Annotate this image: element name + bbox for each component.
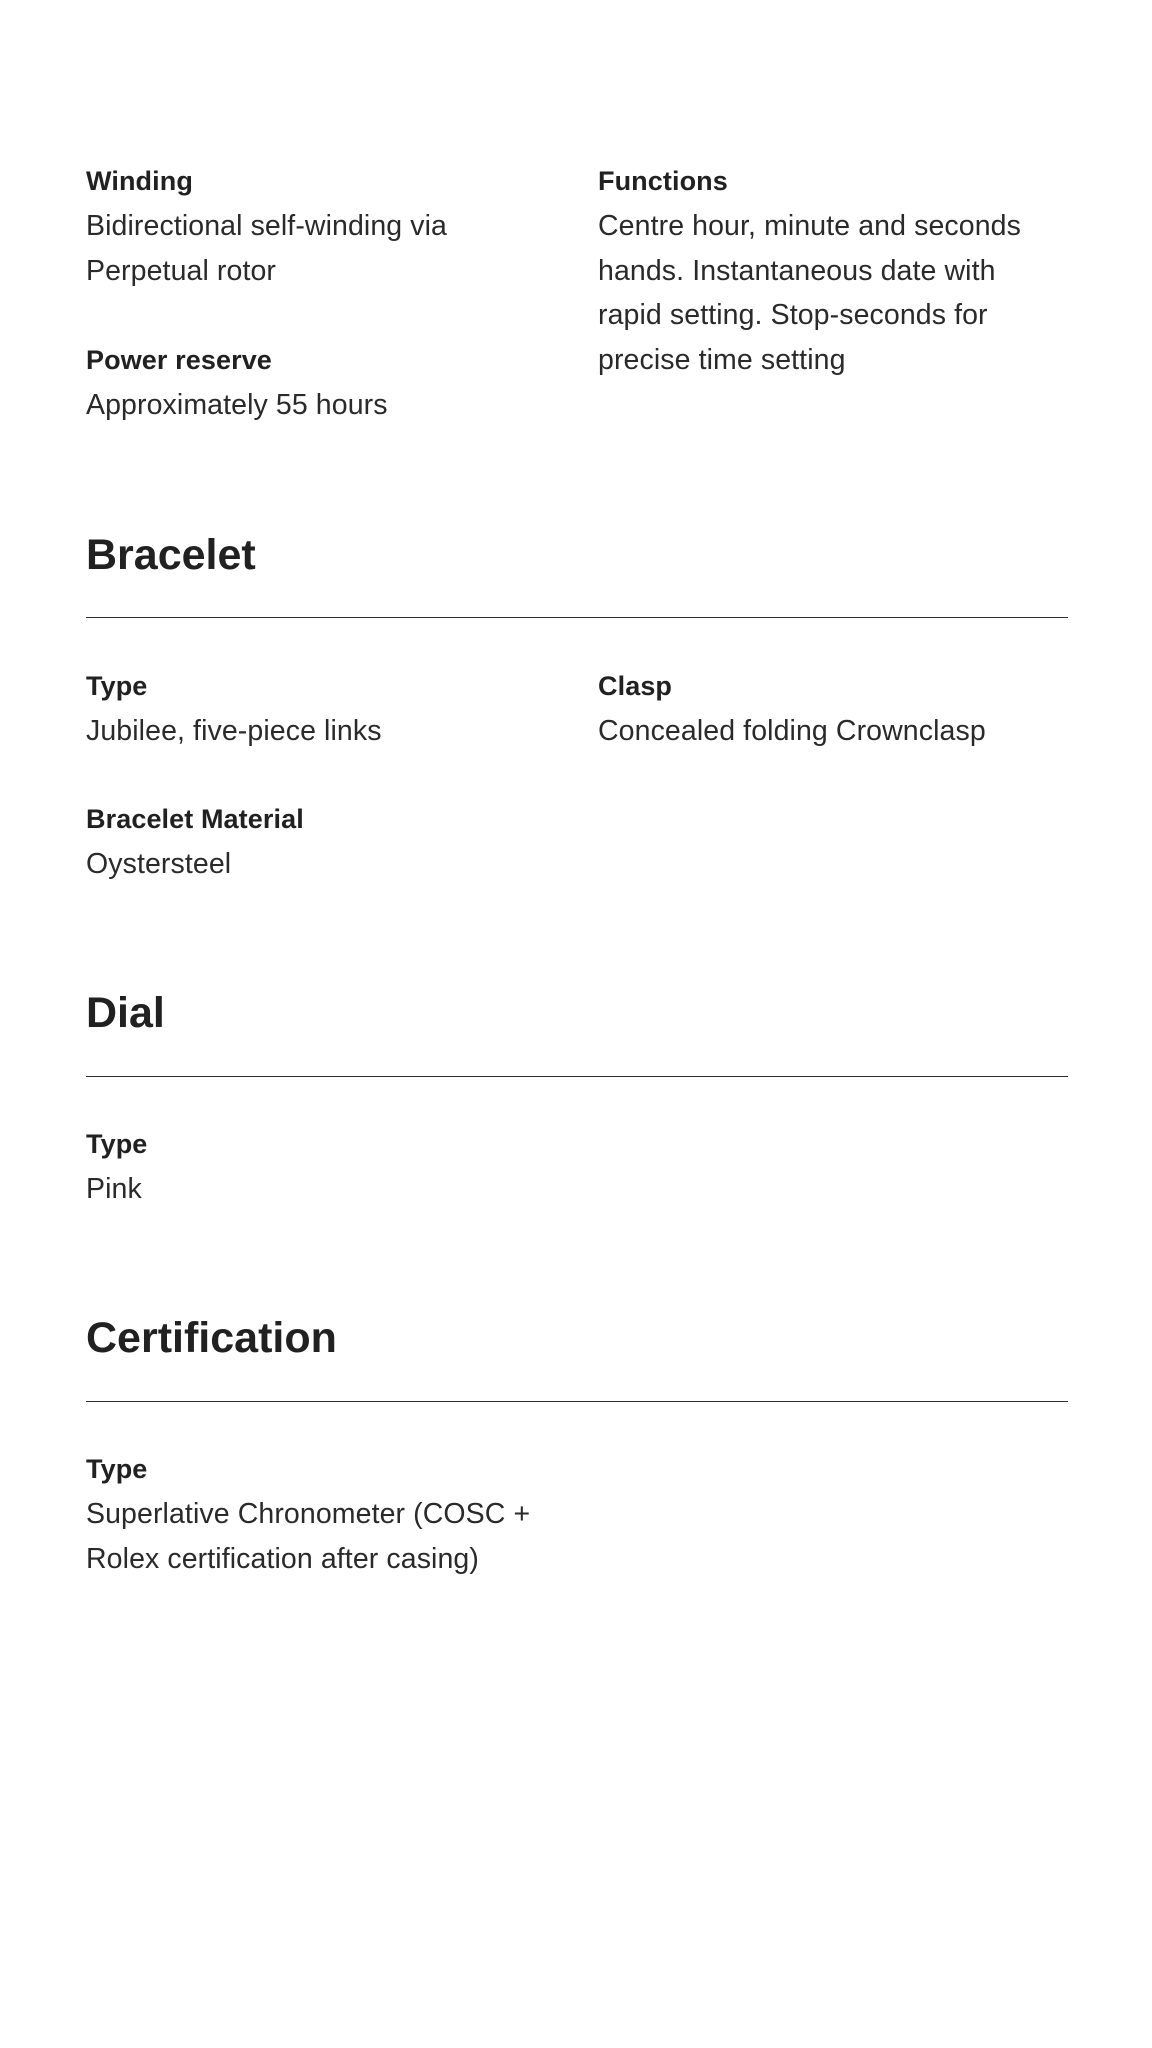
section-title-bracelet: Bracelet: [86, 531, 256, 579]
section-divider: [86, 1401, 1068, 1402]
spec-value-line: Superlative Chronometer (COSC +: [86, 1498, 531, 1530]
spec-label: Type: [86, 1454, 148, 1484]
section-title-certification: Certification: [86, 1314, 337, 1362]
spec-bracelet-material: [86, 802, 556, 887]
spec-dial-type: [86, 1127, 556, 1212]
spec-value: [86, 1492, 646, 1581]
spec-bracelet-clasp: [598, 669, 1068, 754]
spec-value-line: Centre hour, minute and seconds: [598, 210, 1021, 242]
spec-value: Jubilee, five-piece links: [86, 715, 382, 747]
section-divider: [86, 617, 1068, 618]
spec-value-line: Bidirectional self-winding via: [86, 210, 448, 242]
spec-label: Functions: [598, 166, 728, 196]
spec-winding: [86, 164, 556, 293]
spec-certification-type: [86, 1452, 646, 1581]
spec-value: Approximately 55 hours: [86, 389, 388, 421]
spec-bracelet-type: [86, 669, 556, 754]
spec-value-line: precise time setting: [598, 343, 846, 376]
spec-label: Type: [86, 1129, 148, 1159]
spec-value: Pink: [86, 1173, 142, 1205]
spec-power-reserve: [86, 343, 556, 428]
spec-value-line: Perpetual rotor: [86, 254, 277, 287]
spec-value: [598, 204, 1068, 382]
spec-label: Power reserve: [86, 345, 272, 375]
spec-value: Concealed folding Crownclasp: [598, 715, 986, 747]
section-title-dial: Dial: [86, 989, 165, 1037]
spec-value-line: hands. Instantaneous date with: [598, 254, 996, 287]
spec-label: Winding: [86, 166, 193, 196]
spec-label: Type: [86, 671, 148, 701]
spec-value-line: rapid setting. Stop-seconds for: [598, 299, 988, 331]
section-divider: [86, 1076, 1068, 1077]
spec-value-line: Rolex certification after casing): [86, 1542, 479, 1575]
spec-functions: [598, 164, 1068, 382]
spec-label: Bracelet Material: [86, 804, 304, 834]
spec-value: [86, 204, 556, 293]
spec-value: Oystersteel: [86, 848, 232, 880]
spec-label: Clasp: [598, 671, 673, 701]
